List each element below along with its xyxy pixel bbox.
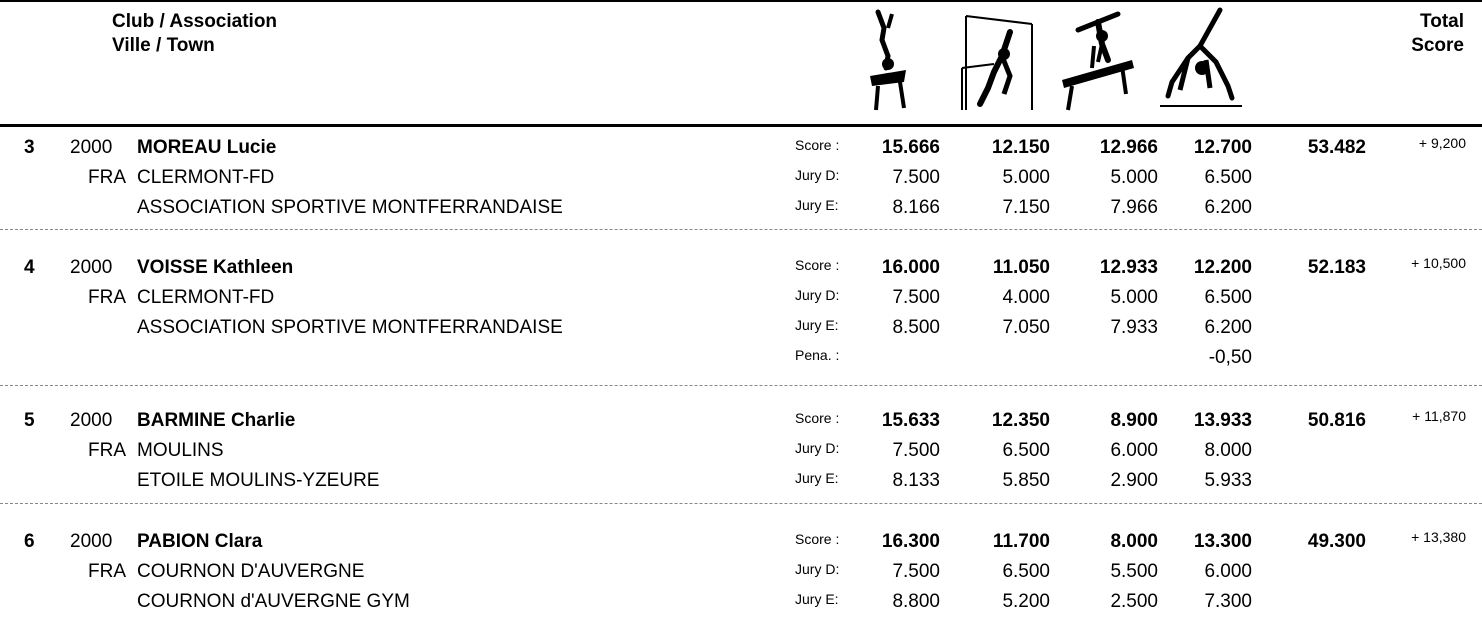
score-beam: 8.900 bbox=[1110, 410, 1158, 431]
jury-e-vault: 8.166 bbox=[892, 197, 940, 218]
total-score: 50.816 bbox=[1307, 410, 1366, 431]
score-label: Score bbox=[1411, 35, 1464, 56]
score-label: Score : bbox=[795, 410, 840, 426]
score-bars: 11.700 bbox=[992, 531, 1050, 552]
country: FRA bbox=[88, 440, 126, 461]
town-label: Ville / Town bbox=[112, 35, 215, 56]
jury-e-bars: 7.050 bbox=[1002, 317, 1050, 338]
club-name: ASSOCIATION SPORTIVE MONTFERRANDAISE bbox=[137, 197, 563, 218]
jury-d-bars: 6.500 bbox=[1002, 440, 1050, 461]
jury-e-label: Jury E: bbox=[795, 591, 839, 607]
jury-e-bars: 5.850 bbox=[1002, 470, 1050, 491]
jury-d-vault: 7.500 bbox=[892, 561, 940, 582]
rank: 5 bbox=[24, 410, 35, 431]
score-beam: 12.966 bbox=[1099, 137, 1158, 158]
rank: 6 bbox=[24, 531, 35, 552]
score-vault: 15.666 bbox=[881, 137, 940, 158]
jury-e-vault: 8.133 bbox=[892, 470, 940, 491]
birth-year: 2000 bbox=[70, 531, 113, 552]
city: CLERMONT-FD bbox=[137, 287, 275, 308]
jury-d-label: Jury D: bbox=[795, 440, 840, 456]
jury-d-vault: 7.500 bbox=[892, 167, 940, 188]
jury-e-vault: 8.800 bbox=[892, 591, 940, 612]
athlete-name: MOREAU Lucie bbox=[137, 137, 277, 158]
score-floor: 12.200 bbox=[1193, 257, 1252, 278]
score-gap: + 9,200 bbox=[1418, 135, 1466, 151]
score-floor: 13.933 bbox=[1193, 410, 1252, 431]
jury-e-bars: 7.150 bbox=[1002, 197, 1050, 218]
athlete-name: VOISSE Kathleen bbox=[137, 257, 294, 278]
jury-d-floor: 6.500 bbox=[1204, 167, 1252, 188]
jury-e-label: Jury E: bbox=[795, 197, 839, 213]
jury-d-label: Jury D: bbox=[795, 287, 840, 303]
jury-e-beam: 2.900 bbox=[1110, 470, 1158, 491]
jury-d-floor: 6.000 bbox=[1204, 561, 1252, 582]
jury-e-bars: 5.200 bbox=[1002, 591, 1050, 612]
score-label: Score : bbox=[795, 531, 840, 547]
jury-d-beam: 5.000 bbox=[1110, 167, 1158, 188]
score-bars: 12.350 bbox=[991, 410, 1050, 431]
jury-d-floor: 8.000 bbox=[1204, 440, 1252, 461]
rank: 4 bbox=[24, 257, 35, 278]
jury-d-beam: 5.000 bbox=[1110, 287, 1158, 308]
jury-d-beam: 6.000 bbox=[1110, 440, 1158, 461]
athlete-name: BARMINE Charlie bbox=[137, 410, 296, 431]
jury-e-beam: 7.933 bbox=[1110, 317, 1158, 338]
total-score-header bbox=[1411, 10, 1464, 58]
vault-icon bbox=[858, 6, 918, 114]
birth-year: 2000 bbox=[70, 257, 113, 278]
jury-e-floor: 6.200 bbox=[1204, 197, 1252, 218]
country: FRA bbox=[88, 561, 126, 582]
jury-e-label: Jury E: bbox=[795, 470, 839, 486]
club-name: ASSOCIATION SPORTIVE MONTFERRANDAISE bbox=[137, 317, 563, 338]
uneven-bars-icon bbox=[958, 6, 1038, 114]
city: MOULINS bbox=[137, 440, 224, 461]
country: FRA bbox=[88, 167, 126, 188]
results-header bbox=[0, 0, 1482, 126]
jury-d-label: Jury D: bbox=[795, 167, 840, 183]
jury-d-vault: 7.500 bbox=[892, 287, 940, 308]
jury-d-beam: 5.500 bbox=[1110, 561, 1158, 582]
club-header bbox=[112, 10, 277, 58]
penalty-label: Pena. : bbox=[795, 347, 840, 363]
club-name: COURNON d'AUVERGNE GYM bbox=[137, 591, 410, 612]
jury-e-floor: 6.200 bbox=[1204, 317, 1252, 338]
jury-e-beam: 7.966 bbox=[1110, 197, 1158, 218]
jury-e-beam: 2.500 bbox=[1110, 591, 1158, 612]
total-score: 49.300 bbox=[1307, 531, 1366, 552]
score-label: Score : bbox=[795, 137, 840, 153]
jury-d-floor: 6.500 bbox=[1204, 287, 1252, 308]
score-gap: + 10,500 bbox=[1411, 255, 1466, 271]
score-vault: 15.633 bbox=[881, 410, 940, 431]
score-beam: 12.933 bbox=[1099, 257, 1158, 278]
jury-d-label: Jury D: bbox=[795, 561, 840, 577]
score-gap: + 13,380 bbox=[1411, 529, 1466, 545]
score-bars: 11.050 bbox=[992, 257, 1050, 278]
city: COURNON D'AUVERGNE bbox=[137, 561, 365, 582]
penalty-floor: -0,50 bbox=[1208, 347, 1252, 368]
jury-e-label: Jury E: bbox=[795, 317, 839, 333]
jury-e-floor: 5.933 bbox=[1204, 470, 1252, 491]
total-score: 52.183 bbox=[1307, 257, 1366, 278]
score-bars: 12.150 bbox=[991, 137, 1050, 158]
score-vault: 16.000 bbox=[881, 257, 940, 278]
jury-d-bars: 6.500 bbox=[1002, 561, 1050, 582]
total-score: 53.482 bbox=[1307, 137, 1366, 158]
total-label: Total bbox=[1420, 11, 1464, 32]
row-separator bbox=[0, 385, 1482, 386]
rank: 3 bbox=[24, 137, 35, 158]
jury-d-vault: 7.500 bbox=[892, 440, 940, 461]
score-floor: 13.300 bbox=[1193, 531, 1252, 552]
birth-year: 2000 bbox=[70, 137, 113, 158]
athlete-name: PABION Clara bbox=[137, 531, 263, 552]
score-vault: 16.300 bbox=[881, 531, 940, 552]
country: FRA bbox=[88, 287, 126, 308]
row-separator bbox=[0, 229, 1482, 230]
score-beam: 8.000 bbox=[1110, 531, 1158, 552]
floor-exercise-icon bbox=[1158, 6, 1244, 114]
header-rule bbox=[0, 124, 1482, 127]
club-label: Club / Association bbox=[112, 11, 278, 32]
city: CLERMONT-FD bbox=[137, 167, 275, 188]
jury-d-bars: 4.000 bbox=[1002, 287, 1050, 308]
jury-d-bars: 5.000 bbox=[1002, 167, 1050, 188]
score-floor: 12.700 bbox=[1193, 137, 1252, 158]
club-name: ETOILE MOULINS-YZEURE bbox=[137, 470, 380, 491]
score-gap: + 11,870 bbox=[1412, 408, 1466, 424]
row-separator bbox=[0, 503, 1482, 504]
jury-e-floor: 7.300 bbox=[1204, 591, 1252, 612]
birth-year: 2000 bbox=[70, 410, 113, 431]
balance-beam-icon bbox=[1058, 6, 1140, 114]
jury-e-vault: 8.500 bbox=[892, 317, 940, 338]
score-label: Score : bbox=[795, 257, 840, 273]
